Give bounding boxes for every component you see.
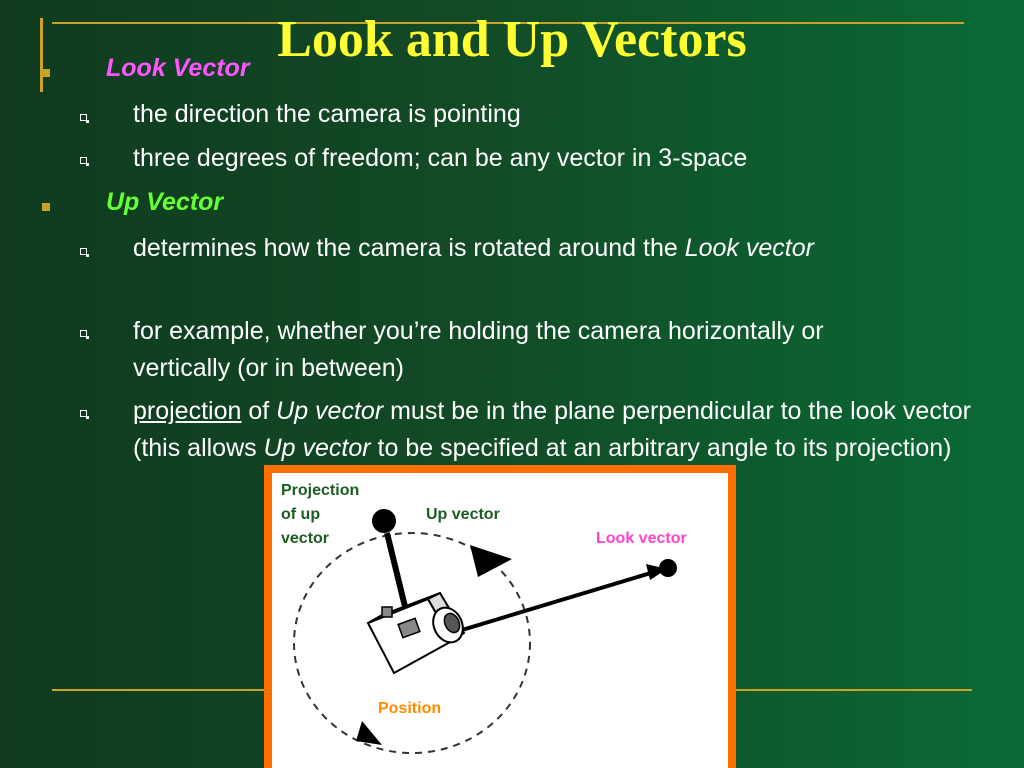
- projection-link[interactable]: projection: [133, 397, 242, 425]
- hollow-square-bullet-icon: [80, 248, 87, 255]
- camera-icon: [368, 593, 468, 673]
- rotation-arrowhead-icon: [356, 721, 382, 745]
- look-item-2: three degrees of freedom; can be any vector in 3-space: [133, 144, 748, 172]
- projection-label: Projection: [281, 482, 360, 499]
- position-label: Position: [378, 700, 442, 717]
- look-vector-label: Look vector: [596, 530, 687, 547]
- up-vector-label: Up vector: [426, 506, 500, 523]
- figure-canvas: [272, 473, 728, 768]
- up-item-3: projection of Up vector must be in the plane perpendicular to the look vector (this allows Up vector to be specified at an arbitrary angle to its projection): [133, 397, 971, 462]
- projection-label-line-3: vector: [281, 530, 330, 547]
- up-vector-arrowhead-icon: [470, 545, 512, 577]
- up-item-2: for example, whether you’re holding the camera horizontally or vertically (or in between): [133, 317, 824, 382]
- look-vector-line: [452, 569, 664, 633]
- square-bullet-icon: [42, 203, 50, 211]
- camera-figure: [264, 465, 736, 768]
- projection-label-line-2: of up: [281, 506, 321, 523]
- look-item-1: the direction the camera is pointing: [133, 100, 521, 128]
- slide-title: Look and Up Vectors: [277, 11, 747, 68]
- up-vector-heading: Up Vector: [106, 188, 224, 216]
- square-bullet-icon: [42, 69, 50, 77]
- camera-diagram: [272, 473, 728, 768]
- up-item-1: determines how the camera is rotated around the Look vector: [133, 234, 814, 262]
- hollow-square-bullet-icon: [80, 114, 87, 121]
- hollow-square-bullet-icon: [80, 410, 87, 417]
- hollow-square-bullet-icon: [80, 157, 87, 164]
- look-vector-heading: Look Vector: [106, 54, 250, 82]
- look-vector-tip-icon: [659, 559, 677, 577]
- projection-vector-tip-icon: [372, 509, 396, 533]
- hollow-square-bullet-icon: [80, 330, 87, 337]
